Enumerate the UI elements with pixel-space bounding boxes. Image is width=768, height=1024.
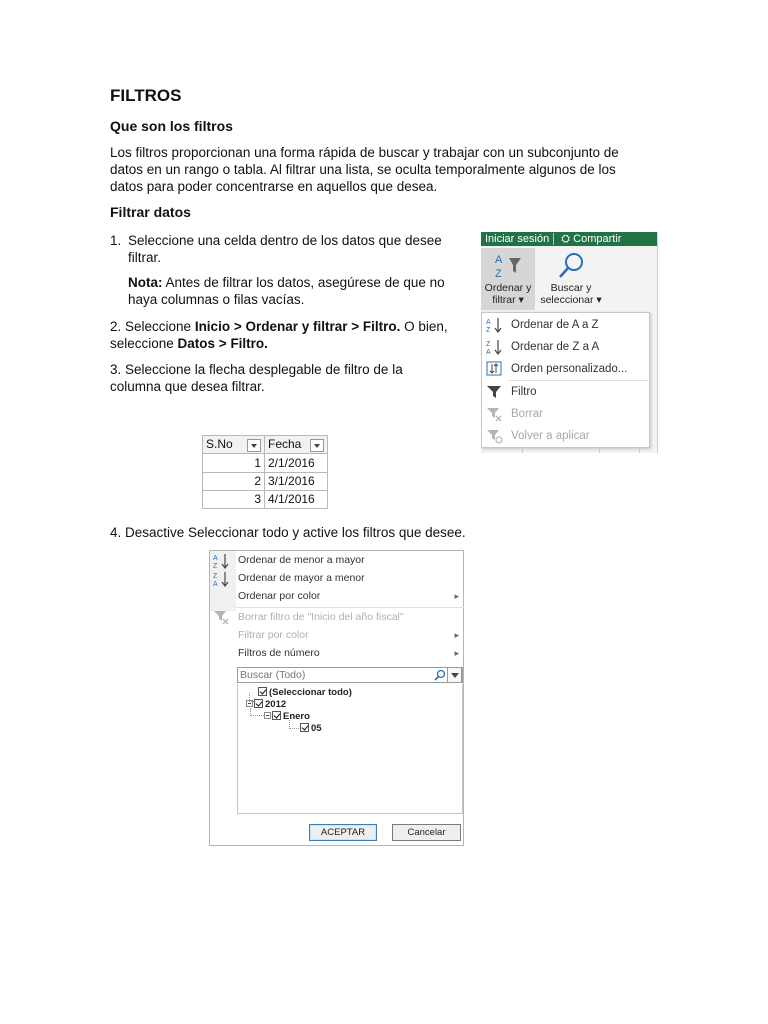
grid-line — [522, 448, 523, 453]
filter-icon — [486, 384, 504, 400]
tree-line — [250, 708, 264, 716]
checkbox-checked-icon[interactable] — [258, 687, 267, 696]
table-header-row — [203, 436, 328, 454]
search-icon — [434, 669, 446, 681]
grid-line — [639, 448, 640, 453]
menu-label: Filtro — [511, 386, 537, 398]
submenu-arrow-icon: ▸ — [454, 648, 459, 658]
table-cell: 4/1/2016 — [265, 490, 328, 508]
table-cell: 1 — [203, 454, 265, 472]
svg-text:A: A — [213, 581, 218, 587]
tree-item-label: 05 — [311, 723, 322, 734]
svg-text:Z: Z — [213, 563, 218, 569]
sort-filter-icon — [491, 251, 525, 281]
menu-label: Ordenar de A a Z — [511, 319, 599, 331]
tree-item-label: (Seleccionar todo) — [269, 687, 352, 698]
svg-text:A: A — [495, 254, 503, 266]
filter-value-tree — [237, 684, 463, 814]
share-icon: ⛭ — [561, 233, 571, 245]
grid-line — [599, 448, 600, 453]
share-button[interactable]: Compartir — [573, 233, 622, 245]
svg-text:Z: Z — [495, 268, 502, 280]
table-cell: 2/1/2016 — [265, 454, 328, 472]
menu-label: Borrar filtro de "Inicio del año fiscal" — [238, 611, 404, 623]
magnifier-icon — [555, 251, 587, 281]
menu-sort-by-color[interactable] — [238, 587, 463, 605]
filter-dropdown-button[interactable] — [310, 439, 324, 452]
sort-and-filter-button[interactable] — [481, 248, 535, 310]
table-cell: 3/1/2016 — [265, 472, 328, 490]
checkbox-checked-icon[interactable] — [254, 699, 263, 708]
sort-button-label-1: Ordenar y — [484, 282, 532, 294]
sort-descending-icon — [213, 571, 231, 590]
menu-item-sort-za[interactable] — [482, 336, 650, 358]
collapse-toggle-icon[interactable] — [264, 712, 271, 719]
menu-sort-descending[interactable] — [238, 569, 463, 587]
header-label: S.No — [206, 437, 233, 452]
find-button-label-2: seleccionar ▾ — [540, 294, 602, 306]
search-placeholder: Buscar (Todo) — [240, 669, 306, 681]
menu-label: Ordenar de Z a A — [511, 341, 600, 353]
table-header-cell — [203, 436, 265, 454]
sign-in-link[interactable]: Iniciar sesión — [485, 233, 550, 245]
section-heading-filter-data: Filtrar datos — [110, 204, 191, 220]
section-heading-what-are-filters: Que son los filtros — [110, 118, 233, 134]
table-row — [203, 472, 328, 490]
menu-label: Ordenar de menor a mayor — [238, 554, 365, 566]
find-and-select-button[interactable] — [537, 248, 605, 310]
menu-label: Ordenar por color — [238, 590, 321, 602]
step-2-mid: O bien, seleccione — [110, 319, 448, 351]
table-row — [203, 490, 328, 508]
menu-item-clear[interactable] — [482, 403, 650, 425]
clear-filter-icon — [486, 406, 504, 422]
step-2-path: Inicio > Ordenar y filtrar > Filtro. — [194, 319, 401, 334]
menu-sort-ascending[interactable] — [238, 551, 463, 569]
menu-number-filters[interactable] — [238, 644, 463, 662]
filter-dropdown-button[interactable] — [247, 439, 261, 452]
table-cell: 2 — [203, 472, 265, 490]
checkbox-checked-icon[interactable] — [300, 723, 309, 732]
page-title: FILTROS — [110, 86, 182, 105]
svg-text:A: A — [486, 319, 491, 326]
svg-text:Z: Z — [213, 573, 218, 580]
clear-filter-icon — [213, 609, 231, 628]
submenu-arrow-icon: ▸ — [454, 591, 459, 601]
ok-button[interactable]: ACEPTAR — [309, 824, 377, 841]
tree-item-day[interactable] — [300, 723, 322, 735]
menu-label: Orden personalizado... — [511, 363, 628, 375]
svg-text:A: A — [213, 555, 218, 562]
menu-label: Ordenar de mayor a menor — [238, 572, 365, 584]
step-1-text: Seleccione una celda dentro de los datos que desee filtrar. — [128, 233, 442, 265]
tree-item-select-all[interactable] — [258, 687, 352, 699]
svg-text:Z: Z — [486, 327, 491, 333]
step-2-paragraph — [110, 318, 470, 352]
find-button-label-1: Buscar y — [550, 282, 592, 294]
step-4-text: 4. Desactive Seleccionar todo y active los filtros que desee. — [110, 525, 466, 540]
step-2-path-alt: Datos > Filtro. — [177, 336, 268, 351]
note-paragraph — [128, 274, 473, 308]
step-2-prefix: 2. Seleccione — [110, 319, 195, 334]
menu-item-sort-az[interactable] — [482, 314, 650, 336]
sort-button-label-2: filtrar ▾ — [492, 294, 524, 306]
menu-label: Borrar — [511, 408, 543, 420]
header-label: Fecha — [268, 437, 302, 452]
table-cell: 3 — [203, 490, 265, 508]
svg-text:Z: Z — [486, 341, 491, 348]
table-header-cell — [265, 436, 328, 454]
menu-label: Filtros de número — [238, 647, 320, 659]
section-intro-paragraph: Los filtros proporcionan una forma rápida de buscar y trabajar con un subconjunto de datos en un rango o tabla. Al filtrar una lista, se oculta temporalmente algunos de los datos para poder concentrarse en aquellos que desea. — [110, 145, 619, 194]
menu-filter-by-color[interactable] — [238, 626, 463, 644]
collapse-toggle-icon[interactable] — [246, 700, 253, 707]
menu-label: Volver a aplicar — [511, 430, 590, 442]
step-3-text: 3. Seleccione la flecha desplegable de filtro de la columna que desea filtrar. — [110, 362, 403, 394]
submenu-arrow-icon: ▸ — [454, 630, 459, 640]
menu-item-reapply[interactable] — [482, 425, 650, 447]
custom-sort-icon — [486, 361, 504, 377]
note-label: Nota: — [128, 275, 163, 290]
sort-filter-menu — [481, 312, 650, 448]
svg-text:A: A — [486, 349, 491, 355]
sort-ascending-icon — [213, 553, 231, 572]
tree-item-month[interactable] — [264, 711, 310, 723]
sort-za-icon — [486, 339, 504, 355]
ribbon-title-bar — [481, 232, 658, 246]
ribbon-screenshot — [481, 232, 658, 453]
menu-clear-filter[interactable] — [238, 608, 463, 626]
tree-item-label: Enero — [283, 711, 310, 722]
table-row — [203, 454, 328, 472]
autofilter-dialog — [209, 550, 464, 846]
tree-item-label: 2012 — [265, 699, 287, 710]
filter-search-input[interactable] — [237, 667, 463, 683]
menu-item-custom-sort[interactable] — [482, 358, 650, 380]
sort-az-icon — [486, 317, 504, 333]
menu-label: Filtrar por color — [238, 629, 309, 641]
sample-data-table — [202, 435, 328, 509]
reapply-filter-icon — [486, 428, 504, 444]
menu-item-filter[interactable] — [482, 381, 650, 403]
checkbox-checked-icon[interactable] — [272, 711, 281, 720]
cancel-button[interactable]: Cancelar — [392, 824, 461, 841]
search-dropdown-button[interactable] — [447, 667, 462, 683]
step-1-number: 1. — [110, 233, 122, 248]
note-text: Antes de filtrar los datos, asegúrese de que no haya columnas o filas vacías. — [128, 275, 445, 307]
